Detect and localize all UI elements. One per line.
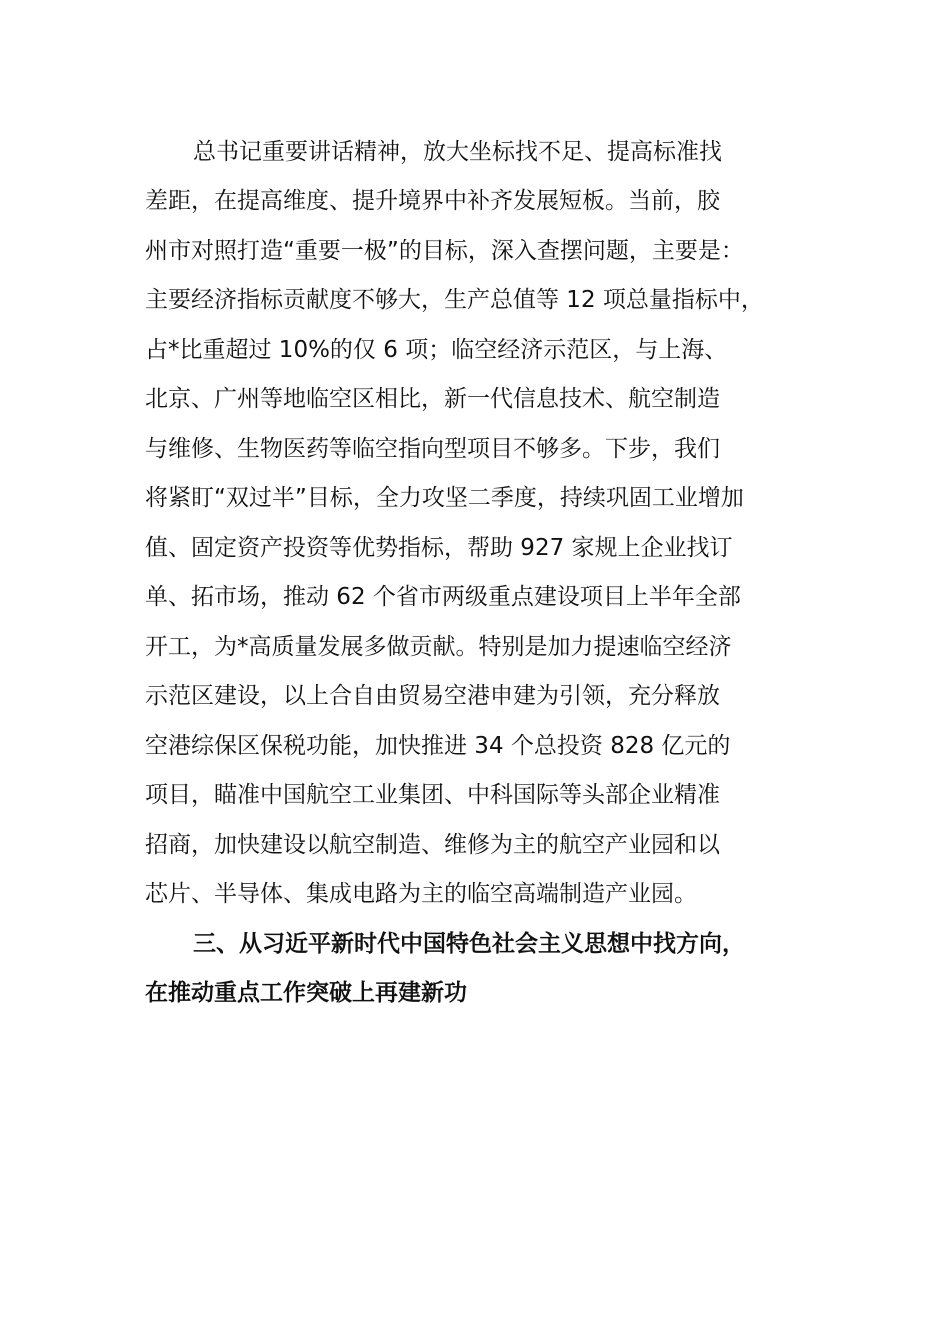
paragraph-line: 与维修、生物医药等临空指向型项目不够多。下步，我们 xyxy=(145,436,720,462)
paragraph-line: 开工，为*高质量发展多做贡献。特别是加力提速临空经济 xyxy=(145,634,732,660)
paragraph-line: 差距，在提高维度、提升境界中补齐发展短板。当前，胶 xyxy=(145,188,720,214)
paragraph-line: 项目，瞄准中国航空工业集团、中科国际等头部企业精准 xyxy=(145,782,720,808)
paragraph-line: 占*比重超过 10%的仅 6 项；临空经济示范区，与上海、 xyxy=(145,337,728,363)
paragraph-line: 值、固定资产投资等优势指标，帮助 927 家规上企业找订 xyxy=(145,535,733,561)
paragraph-line: 主要经济指标贡献度不够大，生产总值等 12 项总量指标中， xyxy=(145,287,764,313)
section-heading-line: 三、从习近平新时代中国特色社会主义思想中找方向， xyxy=(193,931,745,957)
paragraph-line: 单、拓市场，推动 62 个省市两级重点建设项目上半年全部 xyxy=(145,584,741,610)
paragraph-line: 空港综保区保税功能，加快推进 34 个总投资 828 亿元的 xyxy=(145,733,731,759)
paragraph-line: 州市对照打造“重要一极”的目标，深入查摆问题，主要是： xyxy=(145,238,744,264)
paragraph-line: 北京、广州等地临空区相比，新一代信息技术、航空制造 xyxy=(145,386,720,412)
paragraph-line: 招商，加快建设以航空制造、维修为主的航空产业园和以 xyxy=(145,832,720,858)
paragraph-line: 将紧盯“双过半”目标，全力攻坚二季度，持续巩固工业增加 xyxy=(145,485,744,511)
section-heading-line: 在推动重点工作突破上再建新功 xyxy=(145,980,467,1006)
paragraph-line: 芯片、半导体、集成电路为主的临空高端制造产业园。 xyxy=(145,881,697,907)
paragraph-line: 总书记重要讲话精神，放大坐标找不足、提高标准找 xyxy=(193,139,722,165)
paragraph-line: 示范区建设，以上合自由贸易空港申建为引领，充分释放 xyxy=(145,683,720,709)
